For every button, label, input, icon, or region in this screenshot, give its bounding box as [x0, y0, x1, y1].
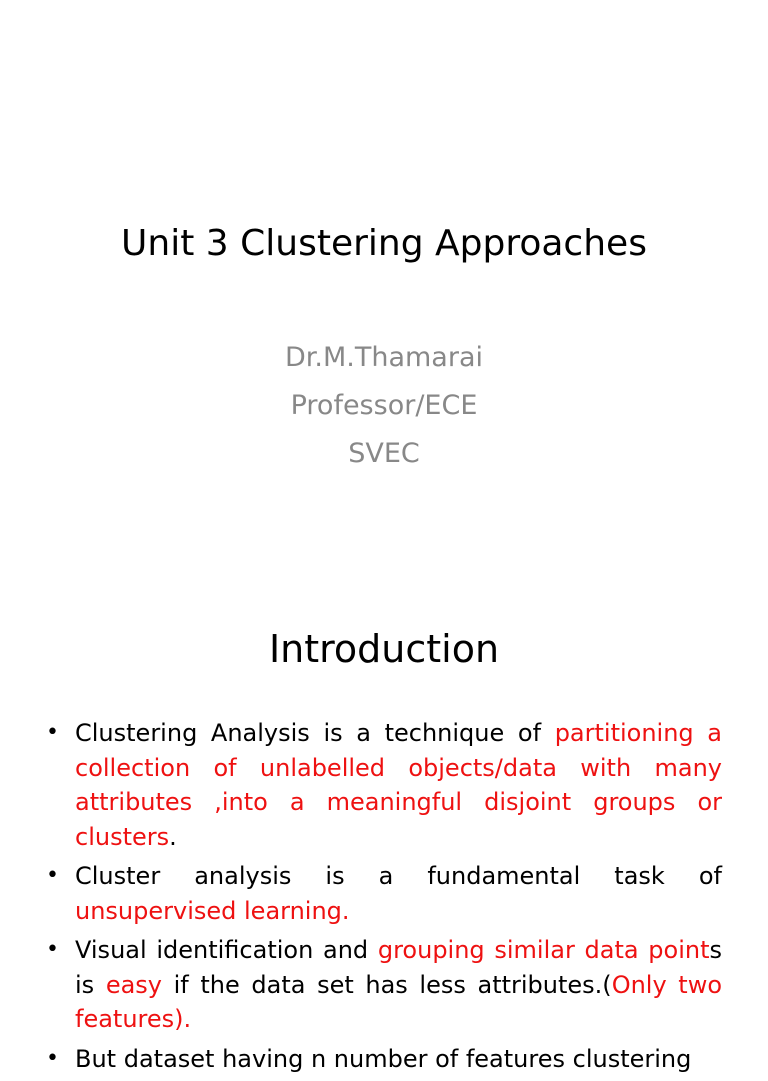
bullet-item [42, 716, 722, 854]
bullet-text: s is [75, 936, 722, 999]
bullet-marker: • [46, 937, 59, 962]
slide-subtitle [0, 334, 768, 478]
slide-title: Unit 3 Clustering Approaches [121, 223, 647, 264]
bullet-marker: • [46, 863, 59, 888]
highlighted-text: Only two features). [75, 970, 723, 1033]
bullet-text: . [169, 822, 177, 851]
bullet-item [42, 1042, 722, 1077]
bullet-text: if the data set has less attributes.( [162, 970, 612, 999]
bullet-marker: • [46, 720, 59, 745]
bullet-marker: • [46, 1045, 59, 1071]
bullet-list [42, 716, 722, 1081]
highlighted-text: partitioning a collection of unlabelled objects/data with many attributes ,into a meaningful disjoint groups or clusters [75, 719, 723, 851]
highlighted-text: grouping similar data point [377, 936, 710, 964]
bullet-text: But dataset having n number of features clustering [75, 1044, 692, 1073]
bullet-text: Clustering Analysis is a technique of [75, 719, 555, 747]
introduction-slide [0, 576, 768, 1073]
author-institution: SVEC [348, 438, 420, 469]
highlighted-text: easy [105, 970, 162, 999]
bullet-item [42, 933, 722, 1037]
bullet-text: Cluster analysis is a fundamental task of [75, 862, 722, 890]
highlighted-text: unsupervised learning. [75, 896, 350, 925]
author-name: Dr.M.Thamarai [284, 342, 484, 373]
introduction-title: Introduction [268, 627, 500, 671]
author-designation: Professor/ECE [290, 390, 478, 421]
bullet-text: Visual identification and [75, 936, 378, 964]
bullet-item [42, 859, 722, 928]
